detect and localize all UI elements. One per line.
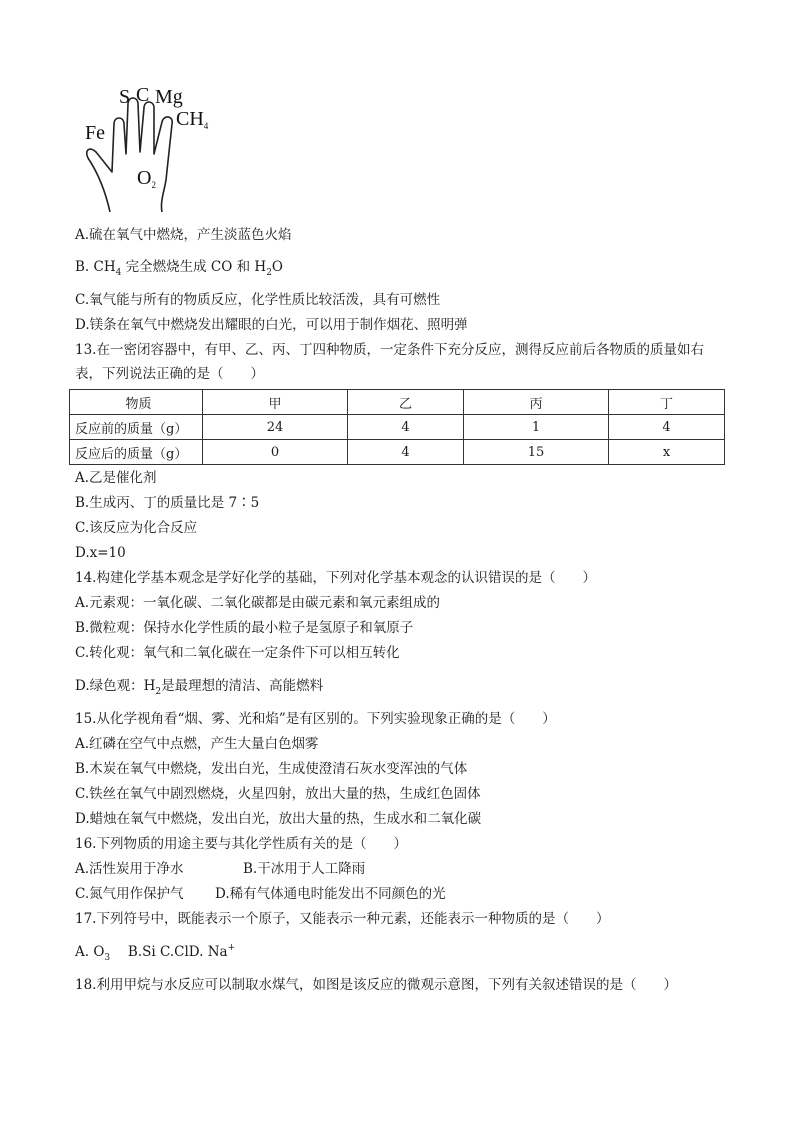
q13-option-c: C.该反应为化合反应 (75, 520, 198, 536)
carbon-label: C (136, 84, 150, 106)
table-header-cell: 甲 (203, 390, 348, 415)
q13-option-b: B.生成丙、丁的质量比是 7∶5 (75, 495, 260, 511)
q15-stem: 15.从化学视角看“烟、雾、光和焰”是有区别的。下列实验现象正确的是（ ） (75, 711, 556, 727)
q12-option-c: C.氧气能与所有的物质反应，化学性质比较活泼，具有可燃性 (75, 292, 441, 308)
sulfur-label: S (119, 86, 131, 108)
table-header-cell: 物质 (70, 390, 203, 415)
q14-option-c: C.转化观：氧气和二氧化碳在一定条件下可以相互转化 (75, 645, 400, 661)
q15-option-a: A.红磷在空气中点燃，产生大量白色烟雾 (75, 736, 319, 752)
table-cell: 24 (203, 415, 348, 440)
q12-option-d: D.镁条在氧气中燃烧发出耀眼的白光，可以用于制作烟花、照明弹 (75, 317, 468, 333)
oxygen-label: $O_2$ (137, 167, 156, 190)
table-cell: 反应后的质量（g） (70, 440, 203, 465)
q12-option-a: A.硫在氧气中燃烧，产生淡蓝色火焰 (75, 227, 292, 243)
q14-stem: 14.构建化学基本观念是学好化学的基础，下列对化学基本观念的认识错误的是（ ） (75, 570, 596, 586)
q16-option-c: C.氮气用作保护气 (75, 886, 184, 902)
table-header-cell: 丙 (463, 390, 608, 415)
q16-option-b: B.干冰用于人工降雨 (243, 861, 366, 877)
q16-option-d: D.稀有气体通电时能发出不同颜色的光 (215, 886, 446, 902)
table-cell: 1 (463, 415, 608, 440)
q13-stem-line2: 表，下列说法正确的是（ ） (75, 366, 264, 382)
table-cell: 0 (203, 440, 348, 465)
q16-options-row1 (75, 859, 365, 879)
q15-option-c: C.铁丝在氧气中剧烈燃烧，火星四射，放出大量的热，生成红色固体 (75, 786, 481, 802)
table-cell: 4 (348, 415, 464, 440)
q14-option-d: D.绿色观：$H_2$是最理想的清洁、高能燃料 (75, 678, 324, 697)
q13-option-d: D.x=10 (75, 545, 126, 561)
q17-stem: 17.下列符号中，既能表示一个原子，又能表示一种元素，还能表示一种物质的是（ ） (75, 911, 610, 927)
q13-option-a: A.乙是催化剂 (75, 470, 157, 486)
q13-stem-line1: 13.在一密闭容器中，有甲、乙、丙、丁四种物质，一定条件下充分反应，测得反应前后各物质的质量如右 (75, 342, 704, 358)
table-row (70, 440, 725, 465)
q16-option-a: A.活性炭用于净水 (75, 861, 184, 877)
table-header-cell: 乙 (348, 390, 464, 415)
table-cell: x (609, 440, 725, 465)
magnesium-label: Mg (155, 86, 183, 108)
q15-option-d: D.蜡烛在氧气中燃烧，发出白光，放出大量的热，生成水和二氧化碳 (75, 811, 482, 827)
table-header-row (70, 390, 725, 415)
q16-stem: 16.下列物质的用途主要与其化学性质有关的是（ ） (75, 836, 407, 852)
mass-table (69, 389, 725, 465)
table-cell: 4 (609, 415, 725, 440)
hand-diagram (82, 84, 222, 214)
table-cell: 4 (348, 440, 464, 465)
q17-options: A. $O_3$ B.Si C.ClD. Na+ (75, 943, 236, 963)
q15-option-b: B.木炭在氧气中燃烧，发出白光，生成使澄清石灰水变浑浊的气体 (75, 761, 468, 777)
hand-outline-drawing (82, 84, 222, 214)
table-header-cell: 丁 (609, 390, 725, 415)
table-cell: 15 (463, 440, 608, 465)
q14-option-a: A.元素观：一氧化碳、二氧化碳都是由碳元素和氧元素组成的 (75, 595, 441, 611)
table-row (70, 415, 725, 440)
q14-option-b: B.微粒观：保持水化学性质的最小粒子是氢原子和氧原子 (75, 620, 414, 636)
q18-stem: 18.利用甲烷与水反应可以制取水煤气，如图是该反应的微观示意图，下列有关叙述错误的是（ ） (75, 977, 677, 993)
iron-label: Fe (85, 122, 105, 144)
q12-option-b: B. $CH_4$ 完全燃烧生成 CO 和 $H_2O$ (75, 259, 283, 278)
methane-label: $CH_4$ (176, 108, 209, 131)
table-cell: 反应前的质量（g） (70, 415, 203, 440)
q16-options-row2 (75, 884, 446, 904)
